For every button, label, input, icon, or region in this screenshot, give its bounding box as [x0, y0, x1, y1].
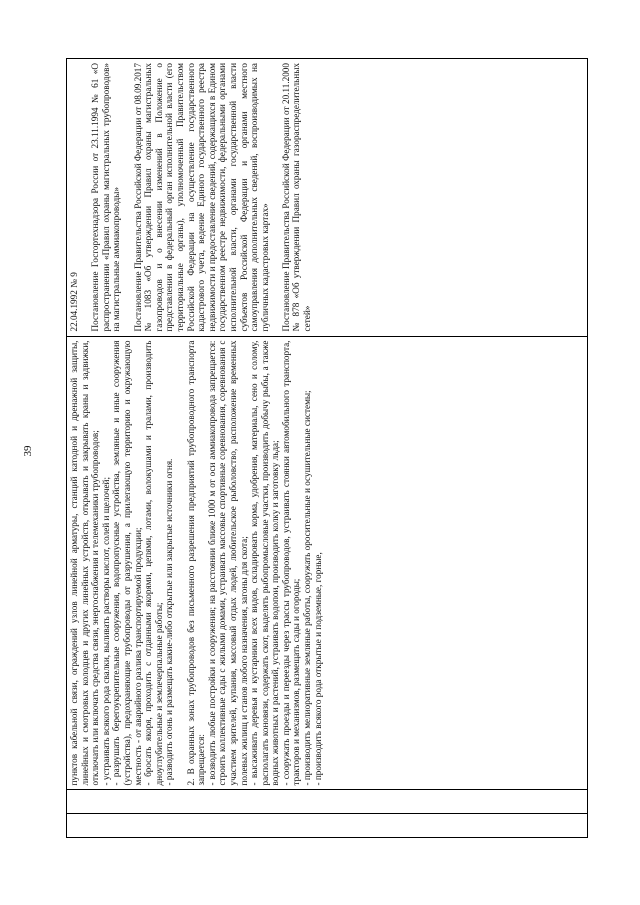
table-row — [67, 59, 588, 838]
rotated-table-container — [66, 58, 588, 838]
requirement-text: - высаживать деревья и кустарники всех видов, складировать корма, удобрения, материалы, сено и солому, располагать коновязи, содержать скот, выделять рыбопромысловые участки, производить добычу рыбы, а также водных животных и растений, устраивать водопои, производить колку и заготовку льда; — [249, 340, 281, 786]
empty-column-2 — [67, 790, 588, 814]
page-number: 39 — [22, 445, 34, 457]
document-reference: 22.04.1992 № 9 — [69, 272, 79, 332]
requirement-text: - производить всякого рода открытые и подземные, горные, — [312, 552, 323, 786]
requirement-text: - возводить любые постройки и сооружения; на расстоянии ближе 1000 м от оси аммиакопровода запрещается: строить коллективные сады с жилыми домами, устраивать массовые спортивные соревнования, соревнования с участием зрителей, купания, массовый отдых людей, любительское рыболовство, расположение временных полевых жилищ и станов любого назначения, загоны для скота; — [206, 340, 249, 786]
regulations-table — [66, 58, 588, 838]
document-reference: Постановление Правительства Российской Федерации от 20.11.2000 № 878 «Об утверждении Правил охраны газораспределительных сетей» — [280, 63, 313, 332]
document-reference: Постановление Правительства Российской Федерации от 08.09.2017 № 1083 «Об утверждении Правил охраны магистральных газопроводов и о внесении изменений в Положение о представлении в федеральный орган исполнительной власти (его территориальные органы), уполномоченный Правительством Российской Федерации на осуществление государственного кадастрового учета, ведение Единого государственного реестра недвижимости и предоставление сведений, содержащихся в Едином государственном реестре недвижимости, федеральными органами исполнительной власти, органами государственной власти субъектов Российской Федерации и органами местного самоуправления дополнительных сведений, воспроизводимых на публичных кадастровых картах» — [132, 63, 270, 332]
requirement-text: - устраивать всякого рода свалки, выливать растворы кислот, солей и щелочей; — [100, 477, 111, 786]
requirement-text: 2. В охранных зонах трубопроводов без письменного разрешения предприятий трубопроводного транспорта запрещается: — [185, 340, 207, 786]
empty-column-1 — [67, 814, 588, 838]
document-reference: Постановление Госгортехнадзора России от 23.11.1994 № 61 «О распространении «Правил охраны магистральных трубопроводов» на магистральные аммиакопроводы» — [90, 63, 122, 332]
requirement-text: пунктов кабельной связи, ограждений узлов линейной арматуры, станций катодной и дренажной защиты, линейных и смотровых колодцев и других линейных устройств, открывать и закрывать краны и задвижки, отключать или включать средства связи, энергоснабжения и телемеханики трубопроводов; — [69, 340, 101, 786]
requirement-text: - сооружать проезды и переезды через трассы трубопроводов, устраивать стоянки автомобильного транспорта, тракторов и механизмов, размещать сады и огороды; — [280, 340, 302, 786]
documents-cell — [67, 59, 588, 337]
requirements-cell — [67, 336, 588, 790]
requirement-text: - производить мелиоративные земляные работы, сооружать оросительные и осушительные системы; — [302, 390, 313, 786]
requirement-text: - разрушать берегоукрепительные сооружения, водопропускные устройства, земляные и иные сооружения (устройства), предохраняющие трубопроводы от разрушения, а прилегающую территорию и окружающую местность - от аварийного разлива транспортируемой продукции; — [111, 340, 143, 786]
requirement-text: - бросать якоря, проходить с отданными якорями, цепями, лотами, волокушами и тралами, производить дноуглубительные и землечерпальные работы; — [143, 340, 164, 786]
requirement-text: - разводить огонь и размещать какие-либо открытые или закрытые источники огня. — [164, 458, 175, 786]
